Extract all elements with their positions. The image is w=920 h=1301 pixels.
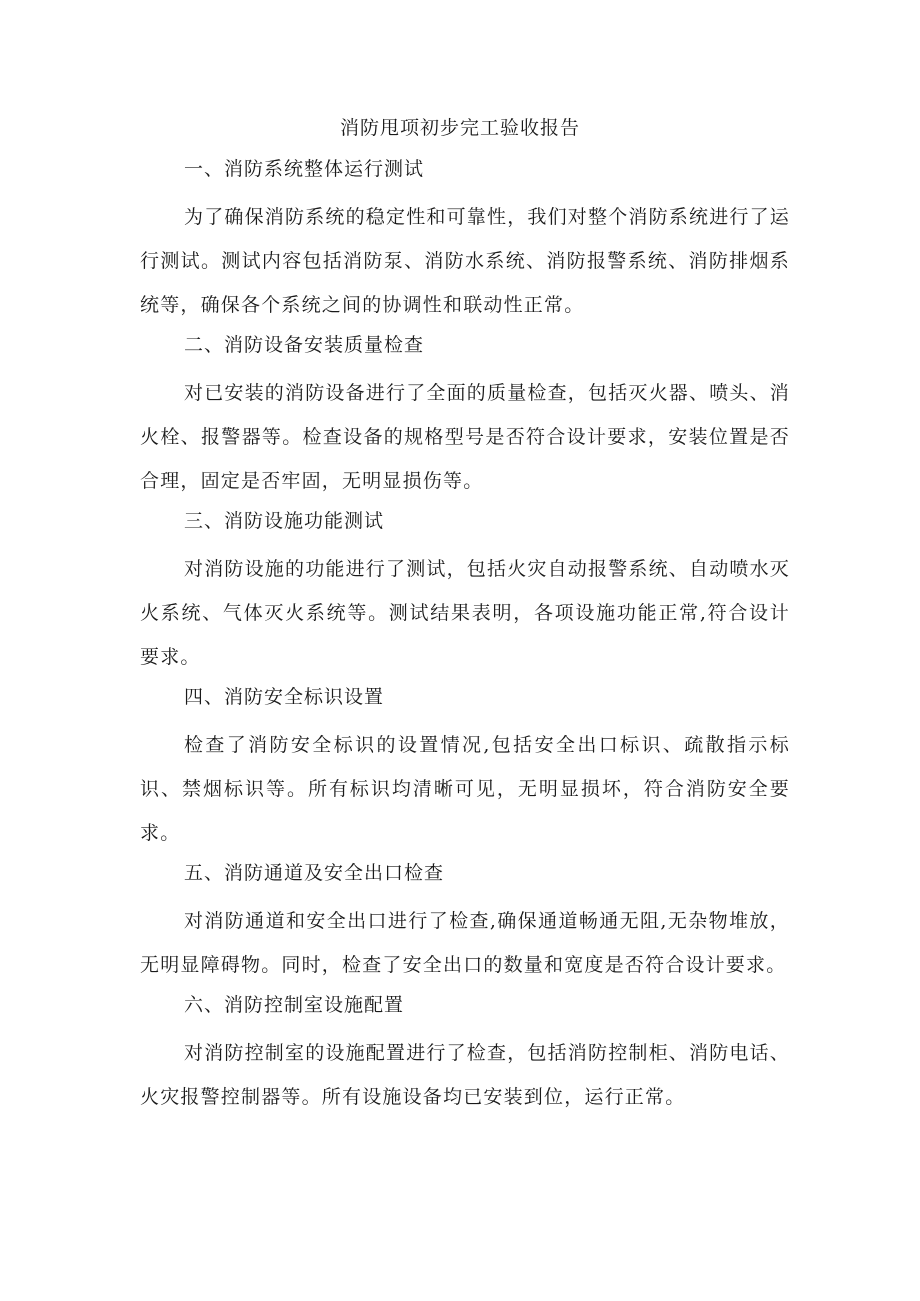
document-title: 消防甩项初步完工验收报告 [339, 117, 580, 139]
section-heading: 四、消防安全标识设置 [184, 686, 385, 708]
section-paragraph: 对消防通道和安全出口进行了检查,确保通道畅通无阻,无杂物堆放，无明显障碍物。同时，检查了安全出口的数量和宽度是否符合设计要求。 [140, 910, 790, 976]
section-paragraph: 检查了消防安全标识的设置情况,包括安全出口标识、疏散指示标识、禁烟标识等。所有标识均清晰可见，无明显损坏，符合消防安全要求。 [140, 734, 790, 844]
section-4 [140, 682, 790, 855]
section-6 [140, 990, 790, 1119]
section-heading: 一、消防系统整体运行测试 [184, 158, 425, 180]
section-paragraph: 对消防控制室的设施配置进行了检查，包括消防控制柜、消防电话、火灾报警控制器等。所有设施设备均已安装到位，运行正常。 [140, 1042, 791, 1108]
section-paragraph: 对已安装的消防设备进行了全面的质量检查，包括灭火器、喷头、消火栓、报警器等。检查设备的规格型号是否符合设计要求，安装位置是否合理，固定是否牢固，无明显损伤等。 [140, 382, 791, 492]
section-1 [140, 154, 790, 327]
section-2 [140, 330, 790, 503]
section-heading: 六、消防控制室设施配置 [184, 994, 405, 1016]
section-heading: 二、消防设备安装质量检查 [184, 334, 425, 356]
section-paragraph: 对消防设施的功能进行了测试，包括火灾自动报警系统、自动喷水灭火系统、气体灭火系统等。测试结果表明，各项设施功能正常,符合设计要求。 [140, 558, 791, 668]
section-paragraph: 为了确保消防系统的稳定性和可靠性，我们对整个消防系统进行了运行测试。测试内容包括消防泵、消防水系统、消防报警系统、消防排烟系统等，确保各个系统之间的协调性和联动性正常。 [140, 206, 791, 316]
section-5 [140, 858, 790, 987]
section-3 [140, 506, 790, 679]
section-heading: 五、消防通道及安全出口检查 [184, 862, 445, 884]
document-body [140, 154, 790, 1122]
section-heading: 三、消防设施功能测试 [184, 510, 385, 532]
